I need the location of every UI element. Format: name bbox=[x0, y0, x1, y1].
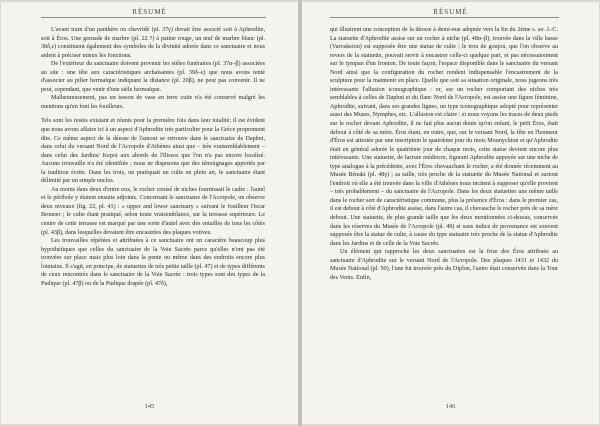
page-number: 146 bbox=[445, 403, 456, 410]
header-rule bbox=[330, 17, 559, 18]
paragraph: Tels sont les restes existant et réunis pour la première fois dans leur totalité; il est évident que nous avons affaire ici à un aspect d'Aphrodite très particulier pour la Grèce proprement dite. Ce même aspect de la déesse de l'amour se retrouve dans le sanctuaire de Daphni, dans celui du versant Nord de l'Acropole d'Athènes ainsi que – très vraisemblablement – dans celui des Jardins/ Kepoi aux abords de l'Ilissos que l'on n'a pas encore localisé. Aucune trouvaille n'a été identifiée ; nous ne disposons que des témoignages apportés par la tradition écrite. Dans les trois, on pratiquait un culte en plein air, le sanctuaire étant délimité par un simple enclos. bbox=[41, 118, 265, 185]
running-header: RÉSUMÉ bbox=[132, 8, 167, 16]
left-page bbox=[1, 2, 298, 424]
paragraph: Au moins dans deux d'entre eux, le rocher creusé de niches fournissait le cadre : l'autel et le péribole y étaient ensuite adjoints. Concernant le sanctuaire de l'Acropole, on observe deux niveaux (fig. 22, pl. 41) : « upper and lower sanctuary » suivant le fouilleur Oscar Broneer ; le culte étant pratiqué, selon toute vraisemblance, sur la terrasse supérieure. Le centre de cette terrasse est marqué par une sorte d'autel avec des entailles de tous les côtés (pl. 43β), dans lesquelles devaient être encastrées des plaques votives. bbox=[41, 186, 265, 236]
page-number: 145 bbox=[144, 403, 155, 410]
left-page-text bbox=[41, 26, 265, 288]
paragraph: Un élément qui rapproche les deux sanctuaires est la frise des Éros attribuée au sanctuaire d'Aphrodite sur le versant Nord de l'Acropole. Des plaques 1431 et 1432 du Musée National (pl. 50), l'une fut trouvée près du Diplon, l'autre était conservée dans la Tour des Vents. Enfin, bbox=[330, 249, 558, 281]
paragraph: Malheureusement, pas un tesson de vase en terre cuite n'a été conservé malgré les mentions qu'en font les fouilleurs. bbox=[41, 95, 265, 110]
right-page-text bbox=[330, 26, 558, 282]
paragraph: De l'extérieur du sanctuaire doivent provenir les stèles funéraires (pl. 37α–β) associées au site : une tête aux caractéristiques archaïsantes (pl. 39δ–ε) que nous avons tenté d'associer au pilier hermaïque indiquant la distance (pl. 20β), ne peut pas convenir. Il ne peut, cependant, que venir d'une stèle hermaïque. bbox=[41, 61, 265, 93]
header-rule bbox=[41, 17, 266, 18]
running-header: RÉSUMÉ bbox=[433, 8, 468, 16]
paragraph: L'avant train d'un panthère ou chevridé (pl. 37γ) devait être associé soit à Aphrodite, soit à Éros. Une grenade de marbre (pl. 22 ?) à patine rouge, un œuf de marbre blanc (pl. 38δ,ε) constituent également des symboles de la divinité adorée dans ce sanctuaire et nous aident à préciser mieux les fonctions. bbox=[41, 27, 265, 59]
right-page bbox=[302, 2, 599, 424]
paragraph: qui illustrent une conception de la déesse à demi-nue adoptée vers la fin du 2ème s. av. J.-C. La statuette d'Aphrodite assise sur un rocher à niche (pl. 48α–β), trouvée dans la ville basse (Varvakeion) est supposée être une statue de culte ; le trou de goujon, que l'on observe au revers de la statuette, pouvait servir à encastrer celle-ci quelque part, et pas nécessairement sur le tympan d'un fronton. De toute façon, l'espace disponible dans le sanctuaire du versant Nord ainsi que la configuration du rocher rendent indispensable l'encastrement de la sculpture pour la maintenir en place. Quelle que soit sa situation originale, nous jugeons très intéressante l'allusion iconographique : or, sur un rocher comportant des niches très semblables à celles de Daphni et du flanc Nord de l'Acropole, est assise une figure féminine, Aphrodite, suivant, dans ses grandes lignes, un type iconographique adopté pour représenter aussi des Muses, Nymphes, etc. L'allusion est claire : si nous voyons les traces de deux pieds sur le rocher devant Aphrodite, il ne fait plus aucun doute qu'on enfant, le petit Éros, était debout à côté de sa mère. Éros étant, en outre, que, sur le versant Nord, la fête en l'honneur d'Éros est attestée par une inscription le quatrième jour du mois Mounychion et qu'Aphrodite était en général adorée le quatrième jour de chaque mois, cette statue devient encore plus intéressante. Une statuette, de facture médiocre, figurant Aphrodite appuyée sur une niche de type analogue à la précédente, avec l'Éros chevauchant le rocher, a été donnée récemment au Musée Bénaki (pl. 48γ) ; sa taille, très proche de la statuette du Musée National et surtout l'endroit où elle a été trouvée dans la ville d'Athènes nous incitent à supposer qu'elle provient – très probablement – du sanctuaire de l'Acropole. Dans les deux statuettes une même taille dans le rocher sert de caractéristique commune, plus la présence d'Éros : dans le premier cas, il est debout à côté d'Aphrodite assise, dans l'autre cas, il chevauche le rocher près de sa mère debout. Une statuette, de plus grande taille que les deux mentionnées ci-dessus, conservée dans les réserves du Musée de l'Acropole (pl. 49) et sans indice de provenance est souvent supposée être la statue de culte, à cause du type statuaire très proche de la statue d'Aphrodite dans les Jardins et de celle de la Voie Sacrée. bbox=[330, 27, 558, 247]
paragraph: Les trouvailles répétées et attribuées à ce sanctuaire ont un caractère beaucoup plus hypothétiques que celles du sanctuaire de la Voie Sacrée parce qu'elles n'ont pas été trouvées sur place mais plus loin dans la pente ou même dans des endroits encore plus lointains. Il s'agit, en principe, de statuettes de très petite taille (pl. 47) et de types différents de ceux rencontrés dans le sanctuaire de la Voie Sacrée : trois types sont des types de la Pudique (pl. 47β) ou de la Pudique drapée (pl. 47δ), bbox=[41, 238, 265, 287]
